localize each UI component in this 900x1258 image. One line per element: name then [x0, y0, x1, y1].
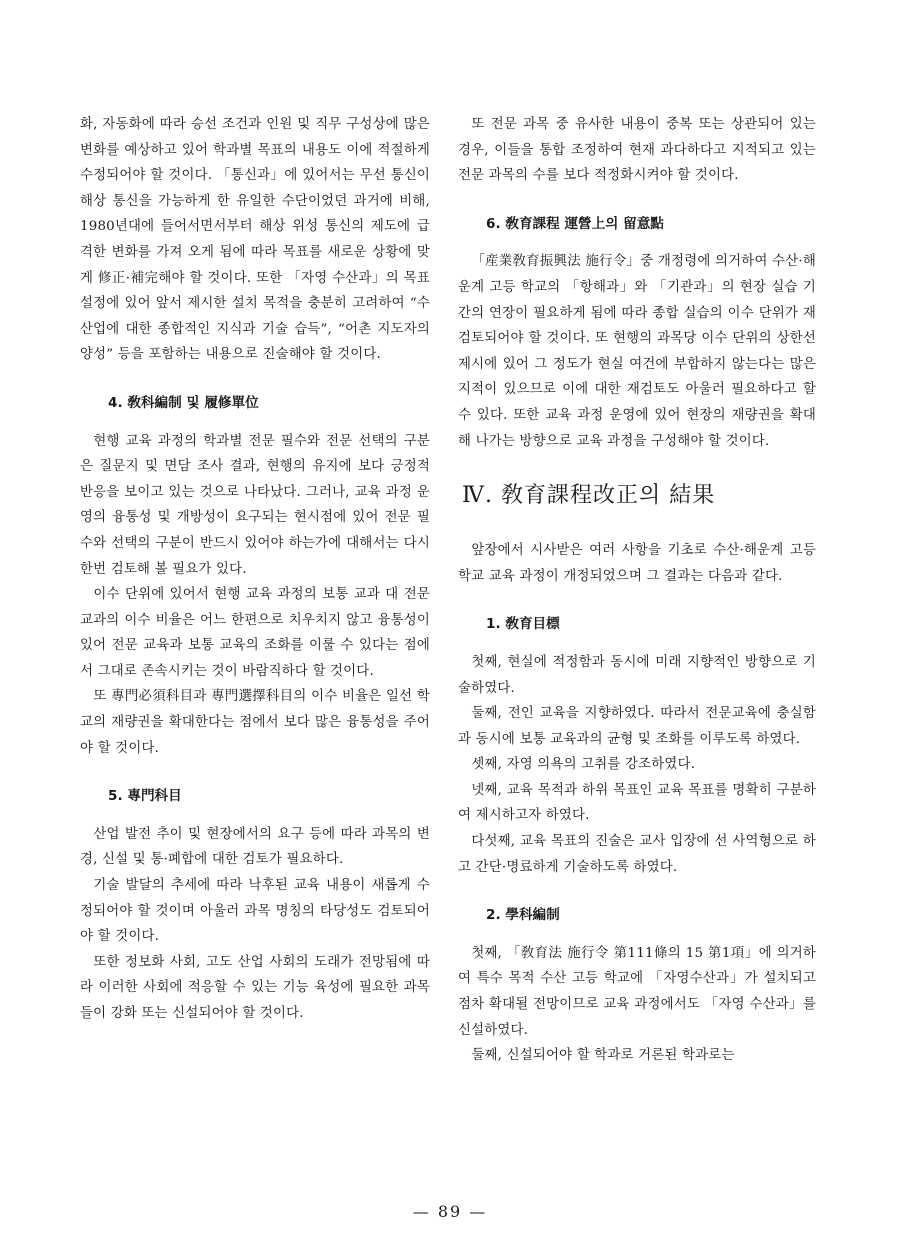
paragraph: 또 전문 과목 중 유사한 내용이 중복 또는 상관되어 있는 경우, 이들을 통합 조정하여 현재 과다하다고 지적되고 있는 전문 과목의 수를 보다 적정화시켜야 할 것이다. — [458, 117, 816, 184]
section-heading-2: 2. 學科編制 — [486, 907, 560, 924]
paragraph: 「産業敎育振興法 施行令」중 개정령에 의거하여 수산·해운계 고등 학교의 「항해과」와 「기관과」의 현장 실습 기간의 연장이 필요하게 됨에 따라 종합 실습의 이수 단위가 재검토되어야 할 것이다. 또 현행의 과목당 이수 단위의 상한선 제시에 있어 그 정도가 현실 여건에 부합하지 않는다는 많은 지적이 있으므로 이에 대한 재검토도 아울러 필요하다고 할 수 있다. 또한 교육 과정 운영에 있어 현장의 재량권을 확대해 나가는 방향으로 교육 과정을 구성해야 할 것이다. — [458, 254, 816, 449]
paragraph: 첫째, 「敎育法 施行令 第111條의 15 第1項」에 의거하여 특수 목적 수산 고등 학교에 「자영수산과」가 설치되고 점차 확대될 전망이므로 교육 과정에서도 「자영 수산과」를 신설하였다. — [458, 945, 816, 1038]
paragraph: 둘째, 신설되어야 할 학과로 거론된 학과로는 — [471, 1048, 735, 1064]
chapter-heading-wrap — [458, 480, 816, 512]
paragraph: 산업 발전 추이 및 현장에서의 요구 등에 따라 과목의 변경, 신설 및 통·폐합에 대한 검토가 필요하다. — [80, 826, 430, 868]
paragraph: 다섯째, 교육 목표의 진술은 교사 입장에 선 사역형으로 하고 간단·명료하게 기술하도록 하였다. — [458, 834, 816, 875]
paragraph: 둘째, 전인 교육을 지향하였다. 따라서 전문교육에 충실함과 동시에 보통 교육과의 균형 및 조화를 이루도록 하였다. — [458, 706, 816, 747]
paragraph: 이수 단위에 있어서 현행 교육 과정의 보통 교과 대 전문 교과의 이수 비율은 어느 한편으로 치우치지 않고 융통성이 있어 전문 교육과 보통 교육의 조화를 이룰 수 있다는 점에서 그대로 존속시키는 것이 바람직하다 할 것이다. — [80, 587, 430, 679]
paragraph: 기술 발달의 추세에 따라 낙후된 교육 내용이 새롭게 수정되어야 할 것이며 아울러 과목 명칭의 타당성도 검토되어야 할 것이다. — [80, 878, 430, 945]
paragraph: 첫째, 현실에 적정함과 동시에 미래 지향적인 방향으로 기술하였다. — [458, 654, 816, 696]
page-number: — 89 — — [412, 1202, 488, 1221]
section-heading-1: 1. 敎育目標 — [486, 616, 560, 633]
paragraph: 화, 자동화에 따라 승선 조건과 인원 및 직무 구성상에 많은 변화를 예상하고 있어 학과별 목표의 내용도 이에 적절하게 수정되어야 할 것이다. 「통신과」에 있어서는 무선 통신이 해상 통신을 가능하게 한 유일한 수단이었던 과거에 비해, 1980년대에 들어서면서부터 해상 위성 통신의 제도에 급격한 변화를 가져 오게 됨에 따라 목표를 새로운 상황에 맞게 修正·補完해야 할 것이다. 또한 「자영 수산과」의 목표 설정에 있어 앞서 제시한 설치 목적을 충분히 고려하여 “수산업에 대한 종합적인 지식과 기술 습득”, “어촌 지도자의 양성” 등을 포함하는 내용으로 진술해야 할 것이다. — [80, 117, 430, 363]
left-column — [80, 112, 430, 1027]
chapter-heading-iv: Ⅳ. 敎育課程改正의 結果 — [462, 483, 716, 509]
section-heading-4: 4. 敎科編制 및 履修單位 — [108, 394, 259, 411]
paragraph: 또 專門必須科目과 專門選擇科目의 이수 비율은 일선 학교의 재량권을 확대한다는 점에서 보다 많은 융통성을 주어야 할 것이다. — [80, 689, 430, 756]
paragraph: 또한 정보화 사회, 고도 산업 사회의 도래가 전망됨에 따라 이러한 사회에 적응할 수 있는 기능 육성에 필요한 과목들이 강화 또는 신설되어야 할 것이다. — [80, 954, 430, 1021]
right-column — [458, 112, 816, 1069]
paragraph: 셋째, 자영 의욕의 고취를 강조하였다. — [471, 757, 696, 773]
paragraph: 앞장에서 시사받은 여러 사항을 기초로 수산·해운계 고등 학교 교육 과정이 개정되었으며 그 결과는 다음과 같다. — [458, 543, 816, 584]
paragraph: 넷째, 교육 목적과 하위 목표인 교육 목표를 명확히 구분하여 제시하고자 하였다. — [458, 782, 816, 824]
section-heading-5: 5. 專門科目 — [108, 788, 182, 805]
section-heading-6: 6. 敎育課程 運營上의 留意點 — [486, 215, 664, 232]
paragraph: 현행 교육 과정의 학과별 전문 필수와 전문 선택의 구분은 질문지 및 면담 조사 결과, 현행의 유지에 보다 긍정적 반응을 보이고 있는 것으로 나타났다. 그러나, 교육 과정 운영의 융통성 및 개방성이 요구되는 현시점에 있어 전문 필수와 선택의 구분이 반드시 있어야 하는가에 대해서는 다시 한번 검토해 볼 필요가 있다. — [80, 433, 430, 577]
